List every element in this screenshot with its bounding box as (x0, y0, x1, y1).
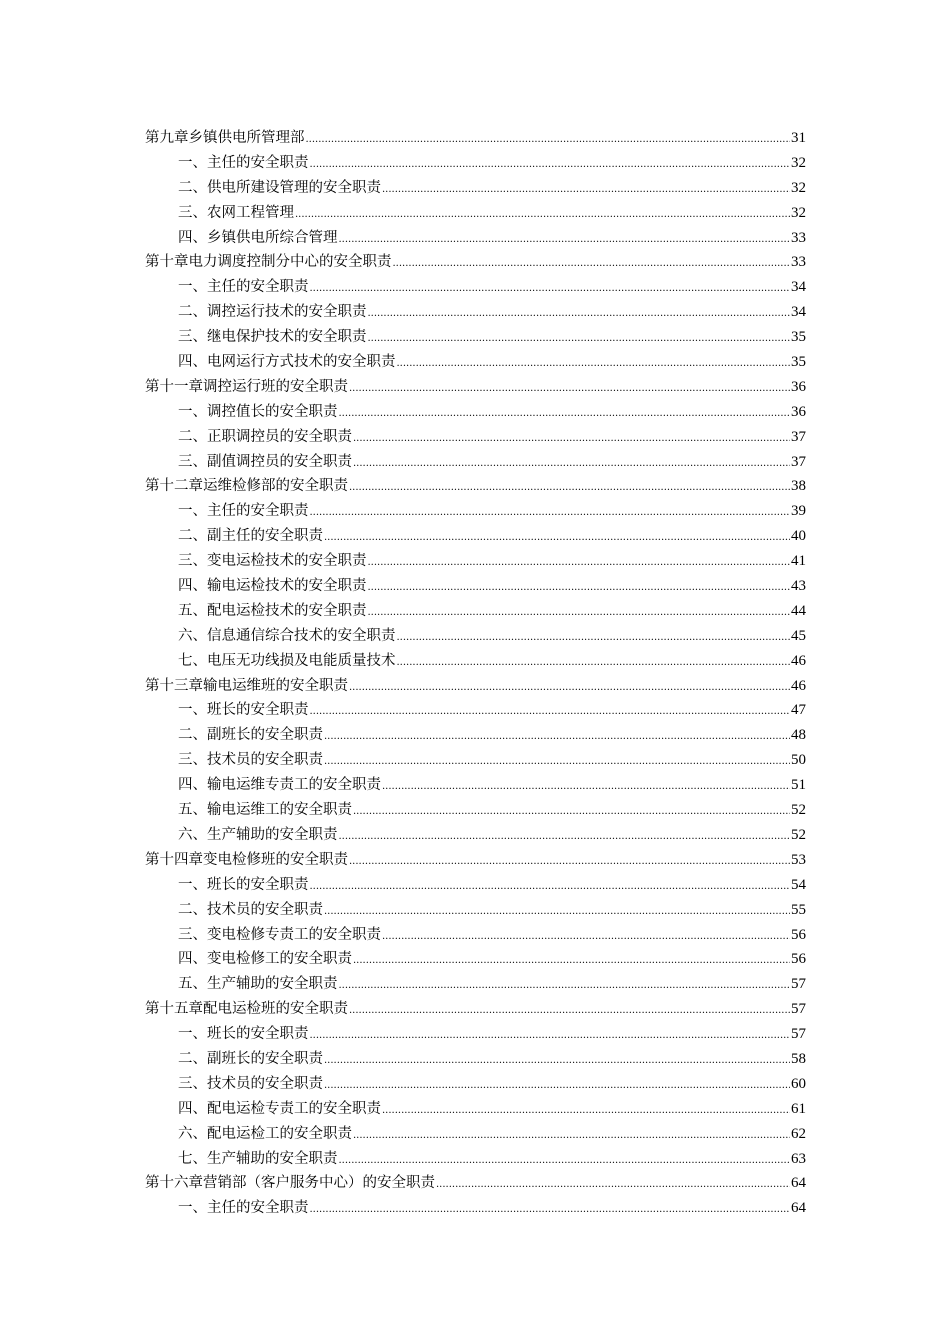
toc-section-link[interactable] (145, 226, 806, 251)
toc-entry-title: 第十六章营销部（客户服务中心）的安全职责 (145, 1175, 435, 1192)
toc-section-link[interactable] (145, 1147, 806, 1172)
toc-entry-title: 四、乡镇供电所综合管理 (178, 229, 338, 246)
toc-page-number: 35 (791, 354, 806, 371)
toc-entry-title: 二、调控运行技术的安全职责 (178, 304, 367, 321)
toc-section-link[interactable] (145, 898, 806, 923)
dot-leader (397, 352, 791, 377)
dot-leader (339, 1149, 791, 1174)
toc-page-number: 64 (791, 1175, 806, 1192)
toc-page-number: 33 (791, 229, 806, 246)
toc-entry-title: 五、生产辅助的安全职责 (178, 976, 338, 993)
toc-entry-title: 二、正职调控员的安全职责 (178, 428, 352, 445)
dot-leader (339, 402, 791, 427)
toc-page-number: 43 (791, 578, 806, 595)
toc-chapter-link[interactable] (145, 375, 806, 400)
dot-leader (310, 277, 791, 302)
toc-section-link[interactable] (145, 748, 806, 773)
toc-page-number: 41 (791, 553, 806, 570)
dot-leader (310, 153, 791, 178)
toc-section-link[interactable] (145, 873, 806, 898)
toc-entry-title: 三、变电运检技术的安全职责 (178, 553, 367, 570)
toc-page-number: 57 (791, 1026, 806, 1043)
dot-leader (324, 1049, 790, 1074)
dot-leader (382, 178, 790, 203)
toc-section-link[interactable] (145, 698, 806, 723)
toc-entry-title: 二、副班长的安全职责 (178, 1050, 323, 1067)
toc-section-link[interactable] (145, 923, 806, 948)
toc-entry-title: 二、供电所建设管理的安全职责 (178, 179, 381, 196)
dot-leader (324, 750, 790, 775)
toc-page-number: 56 (791, 926, 806, 943)
dot-leader (339, 825, 791, 850)
toc-section-link[interactable] (145, 176, 806, 201)
toc-page-number: 36 (791, 403, 806, 420)
toc-section-link[interactable] (145, 723, 806, 748)
dot-leader (393, 252, 791, 277)
toc-page-number: 52 (791, 802, 806, 819)
toc-section-link[interactable] (145, 798, 806, 823)
toc-section-link[interactable] (145, 947, 806, 972)
toc-page-number: 63 (791, 1150, 806, 1167)
toc-section-link[interactable] (145, 1097, 806, 1122)
toc-section-link[interactable] (145, 972, 806, 997)
dot-leader (368, 601, 791, 626)
toc-section-link[interactable] (145, 1022, 806, 1047)
toc-entry-title: 四、输电运检技术的安全职责 (178, 578, 367, 595)
toc-chapter-link[interactable] (145, 126, 806, 151)
toc-entry-title: 三、技术员的安全职责 (178, 1075, 323, 1092)
toc-entry-title: 二、技术员的安全职责 (178, 901, 323, 918)
toc-section-link[interactable] (145, 325, 806, 350)
toc-section-link[interactable] (145, 1122, 806, 1147)
toc-entry-title: 一、主任的安全职责 (178, 503, 309, 520)
toc-entry-title: 一、班长的安全职责 (178, 876, 309, 893)
toc-page-number: 61 (791, 1100, 806, 1117)
toc-section-link[interactable] (145, 1047, 806, 1072)
toc-section-link[interactable] (145, 201, 806, 226)
toc-entry-title: 第十章电力调度控制分中心的安全职责 (145, 254, 392, 271)
toc-entry-title: 一、调控值长的安全职责 (178, 403, 338, 420)
toc-page-number: 32 (791, 154, 806, 171)
toc-entry-title: 三、变电检修专责工的安全职责 (178, 926, 381, 943)
toc-page-number: 37 (791, 453, 806, 470)
toc-section-link[interactable] (145, 1072, 806, 1097)
toc-page-number: 58 (791, 1050, 806, 1067)
toc-page-number: 46 (791, 652, 806, 669)
toc-page-number: 46 (791, 677, 806, 694)
toc-entry-title: 一、主任的安全职责 (178, 1200, 309, 1217)
dot-leader (310, 1024, 791, 1049)
toc-page-number: 33 (791, 254, 806, 271)
toc-page-number: 56 (791, 951, 806, 968)
toc-entry-title: 第十五章配电运检班的安全职责 (145, 1001, 348, 1018)
toc-entry-title: 六、配电运检工的安全职责 (178, 1125, 352, 1142)
toc-page-number: 55 (791, 901, 806, 918)
dot-leader (310, 1198, 791, 1223)
toc-page-number: 44 (791, 602, 806, 619)
dot-leader (324, 1074, 790, 1099)
toc-page-number: 57 (791, 1001, 806, 1018)
dot-leader (306, 128, 791, 153)
toc-entry-title: 五、配电运检技术的安全职责 (178, 602, 367, 619)
dot-leader (353, 800, 790, 825)
dot-leader (324, 900, 790, 925)
toc-page-number: 64 (791, 1200, 806, 1217)
dot-leader (368, 551, 791, 576)
toc-entry-title: 四、变电检修工的安全职责 (178, 951, 352, 968)
dot-leader (353, 452, 790, 477)
toc-entry-title: 四、配电运检专责工的安全职责 (178, 1100, 381, 1117)
toc-chapter-link[interactable] (145, 250, 806, 275)
toc-page-number: 62 (791, 1125, 806, 1142)
toc-page-number: 53 (791, 851, 806, 868)
dot-leader (382, 1099, 790, 1124)
toc-entry-title: 七、电压无功线损及电能质量技术 (178, 652, 396, 669)
toc-page-number: 52 (791, 826, 806, 843)
dot-leader (353, 427, 790, 452)
toc-page-number: 34 (791, 304, 806, 321)
toc-entry-title: 四、电网运行方式技术的安全职责 (178, 354, 396, 371)
dot-leader (368, 302, 791, 327)
toc-chapter-link[interactable] (145, 848, 806, 873)
toc-section-link[interactable] (145, 425, 806, 450)
dot-leader (339, 974, 791, 999)
dot-leader (310, 700, 791, 725)
dot-leader (382, 775, 790, 800)
toc-entry-title: 六、信息通信综合技术的安全职责 (178, 627, 396, 644)
toc-entry-title: 七、生产辅助的安全职责 (178, 1150, 338, 1167)
dot-leader (349, 999, 790, 1024)
toc-section-link[interactable] (145, 549, 806, 574)
toc-entry-title: 六、生产辅助的安全职责 (178, 826, 338, 843)
dot-leader (339, 228, 791, 253)
toc-entry-title: 五、输电运维工的安全职责 (178, 802, 352, 819)
toc-section-link[interactable] (145, 823, 806, 848)
toc-section-link[interactable] (145, 400, 806, 425)
toc-page-number: 36 (791, 378, 806, 395)
toc-entry-title: 三、农网工程管理 (178, 204, 294, 221)
toc-page-number: 50 (791, 752, 806, 769)
dot-leader (353, 1124, 790, 1149)
toc-chapter-link[interactable] (145, 1171, 806, 1196)
toc-section-link[interactable] (145, 151, 806, 176)
toc-section-link[interactable] (145, 275, 806, 300)
dot-leader (310, 875, 791, 900)
toc-page-number: 38 (791, 478, 806, 495)
toc-page-number: 34 (791, 279, 806, 296)
dot-leader (324, 725, 790, 750)
toc-page-number: 57 (791, 976, 806, 993)
toc-page-number: 37 (791, 428, 806, 445)
toc-entry-title: 一、班长的安全职责 (178, 1026, 309, 1043)
dot-leader (368, 327, 791, 352)
toc-page-number: 31 (791, 130, 806, 146)
toc-page-number: 32 (791, 179, 806, 196)
dot-leader (368, 576, 791, 601)
toc-section-link[interactable] (145, 599, 806, 624)
toc-page-number: 48 (791, 727, 806, 744)
toc-entry-title: 二、副主任的安全职责 (178, 528, 323, 545)
toc-section-link[interactable] (145, 350, 806, 375)
toc-section-link[interactable] (145, 1196, 806, 1221)
toc-section-link[interactable] (145, 773, 806, 798)
toc-page-number: 35 (791, 329, 806, 346)
dot-leader (295, 203, 790, 228)
toc-entry-title: 第十四章变电检修班的安全职责 (145, 851, 348, 868)
toc-page-number: 51 (791, 777, 806, 794)
toc-chapter-link[interactable] (145, 997, 806, 1022)
dot-leader (349, 850, 790, 875)
dot-leader (324, 526, 790, 551)
dot-leader (349, 377, 790, 402)
toc-section-link[interactable] (145, 649, 806, 674)
toc-entry-title: 第十一章调控运行班的安全职责 (145, 378, 348, 395)
dot-leader (382, 925, 790, 950)
toc-entry-title: 一、主任的安全职责 (178, 154, 309, 171)
toc-entry-title: 第九章乡镇供电所管理部 (145, 130, 305, 146)
toc-entry-title: 三、继电保护技术的安全职责 (178, 329, 367, 346)
toc-entry-title: 一、班长的安全职责 (178, 702, 309, 719)
toc-entry-title: 三、技术员的安全职责 (178, 752, 323, 769)
toc-entry-title: 第十二章运维检修部的安全职责 (145, 478, 348, 495)
toc-entry-title: 四、输电运维专责工的安全职责 (178, 777, 381, 794)
toc-chapter-link[interactable] (145, 674, 806, 699)
toc-section-link[interactable] (145, 300, 806, 325)
dot-leader (397, 626, 791, 651)
toc-section-link[interactable] (145, 624, 806, 649)
toc-page-number: 39 (791, 503, 806, 520)
toc-entry-title: 第十三章输电运维班的安全职责 (145, 677, 348, 694)
dot-leader (397, 651, 791, 676)
dot-leader (436, 1173, 790, 1198)
toc-entry-title: 三、副值调控员的安全职责 (178, 453, 352, 470)
table-of-contents (145, 126, 806, 1221)
dot-leader (353, 949, 790, 974)
toc-section-link[interactable] (145, 499, 806, 524)
toc-page-number: 47 (791, 702, 806, 719)
toc-section-link[interactable] (145, 450, 806, 475)
dot-leader (310, 501, 791, 526)
dot-leader (349, 476, 790, 501)
toc-chapter-link[interactable] (145, 474, 806, 499)
toc-entry-title: 一、主任的安全职责 (178, 279, 309, 296)
toc-page-number: 54 (791, 876, 806, 893)
toc-page-number: 40 (791, 528, 806, 545)
toc-page-number: 32 (791, 204, 806, 221)
toc-page-number: 45 (791, 627, 806, 644)
dot-leader (349, 676, 790, 701)
toc-section-link[interactable] (145, 574, 806, 599)
toc-section-link[interactable] (145, 524, 806, 549)
toc-page-number: 60 (791, 1075, 806, 1092)
toc-entry-title: 二、副班长的安全职责 (178, 727, 323, 744)
